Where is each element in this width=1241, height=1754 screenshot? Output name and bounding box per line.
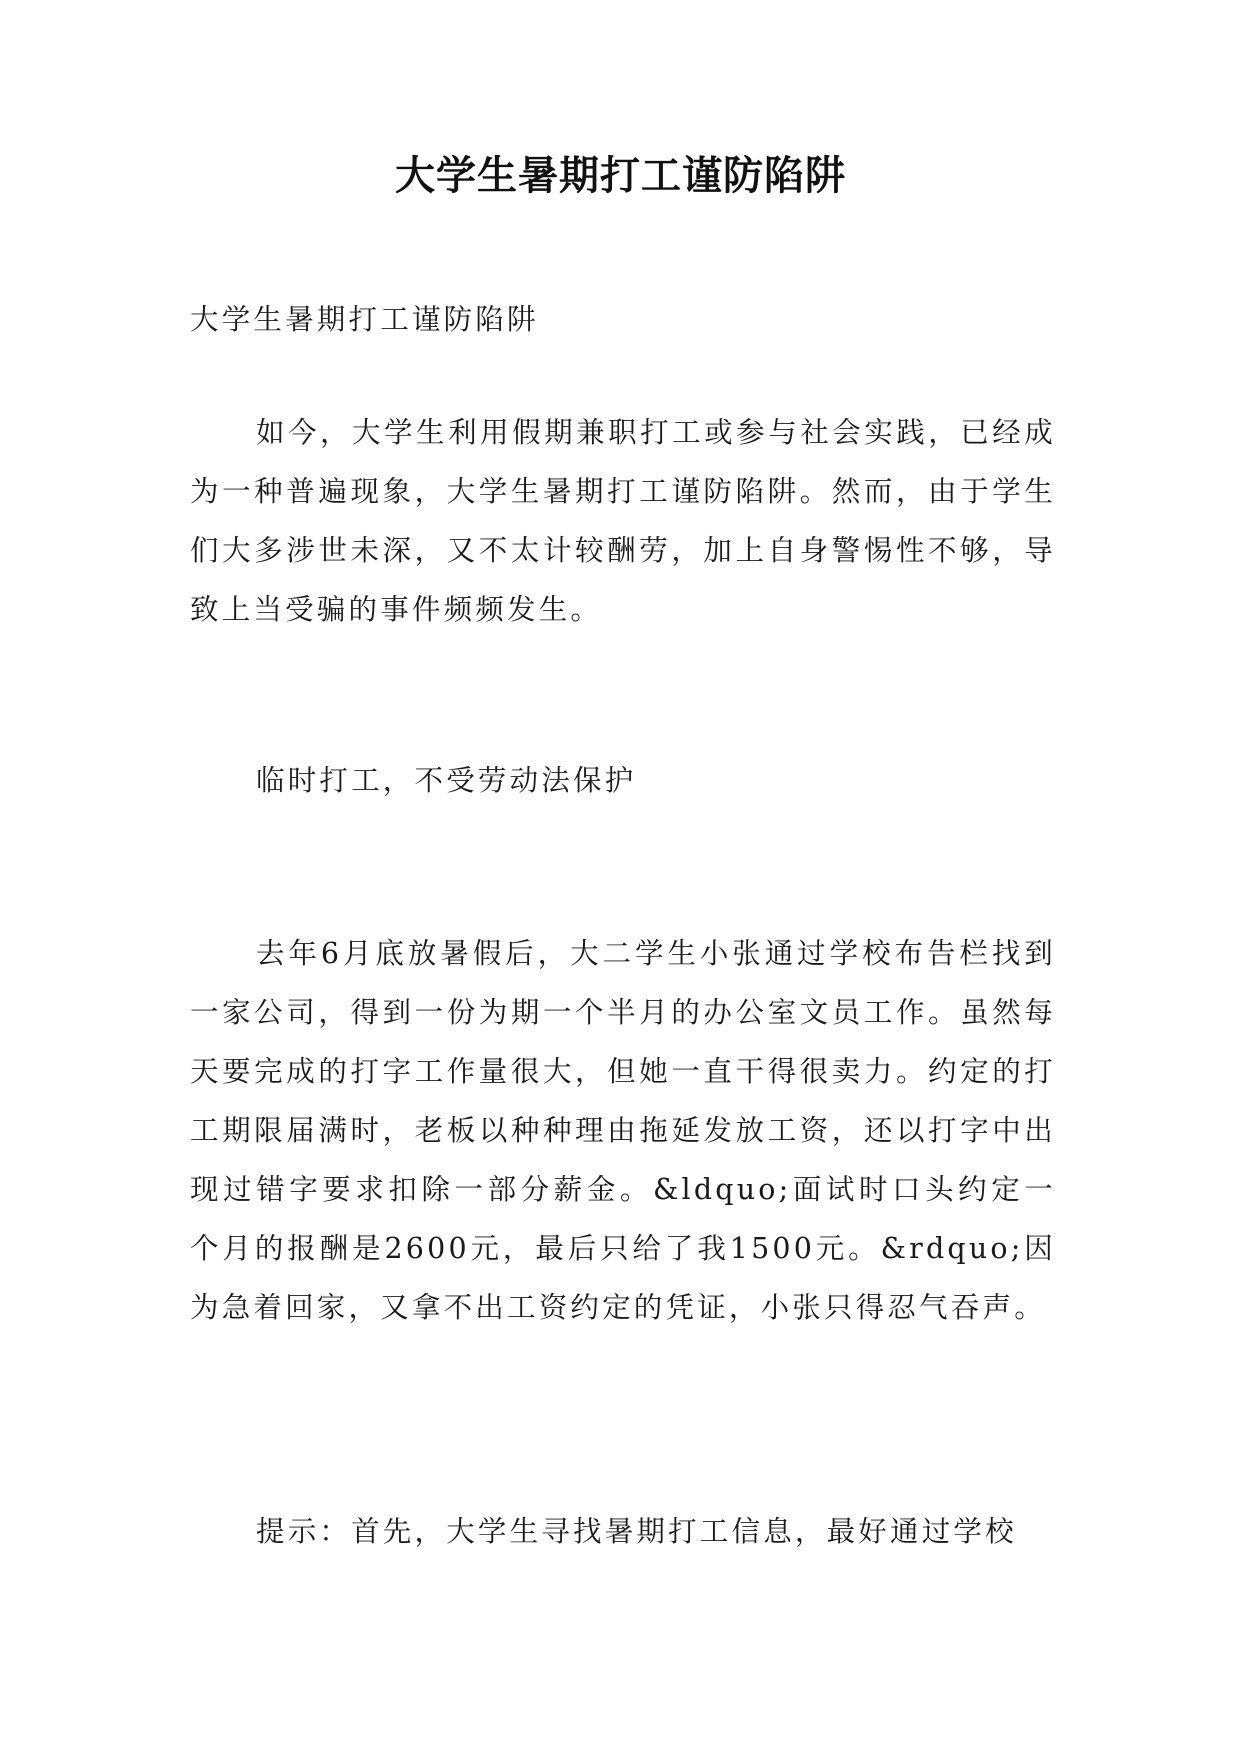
paragraph-tip: 提示：首先，大学生寻找暑期打工信息，最好通过学校 (256, 1515, 1017, 1548)
document-subtitle: 大学生暑期打工谨防陷阱 (190, 303, 539, 336)
paragraph-case-story: 去年6月底放暑假后，大二学生小张通过学校布告栏找到一家公司，得到一份为期一个半月的办公室文员工作。虽然每天要完成的打字工作量很大，但她一直干得很卖力。约定的打工期限届满时，老板以种种理由拖延发放工资，还以打字中出现过错字要求扣除一部分薪金。&ldquo;面试时口头约定一个月的报酬是2600元，最后只给了我1500元。&rdquo;因为急着回家，又拿不出工资约定的凭证，小张只得忍气吞声。 (190, 937, 1056, 1324)
document-title: 大学生暑期打工谨防陷阱 (395, 153, 846, 199)
section-heading: 临时打工，不受劳动法保护 (256, 764, 637, 797)
paragraph-intro: 如今，大学生利用假期兼职打工或参与社会实践，已经成为一种普遍现象，大学生暑期打工谨防陷阱。然而，由于学生们大多涉世未深，又不太计较酬劳，加上自身警惕性不够，导致上当受骗的事件频频发生。 (190, 416, 1056, 626)
